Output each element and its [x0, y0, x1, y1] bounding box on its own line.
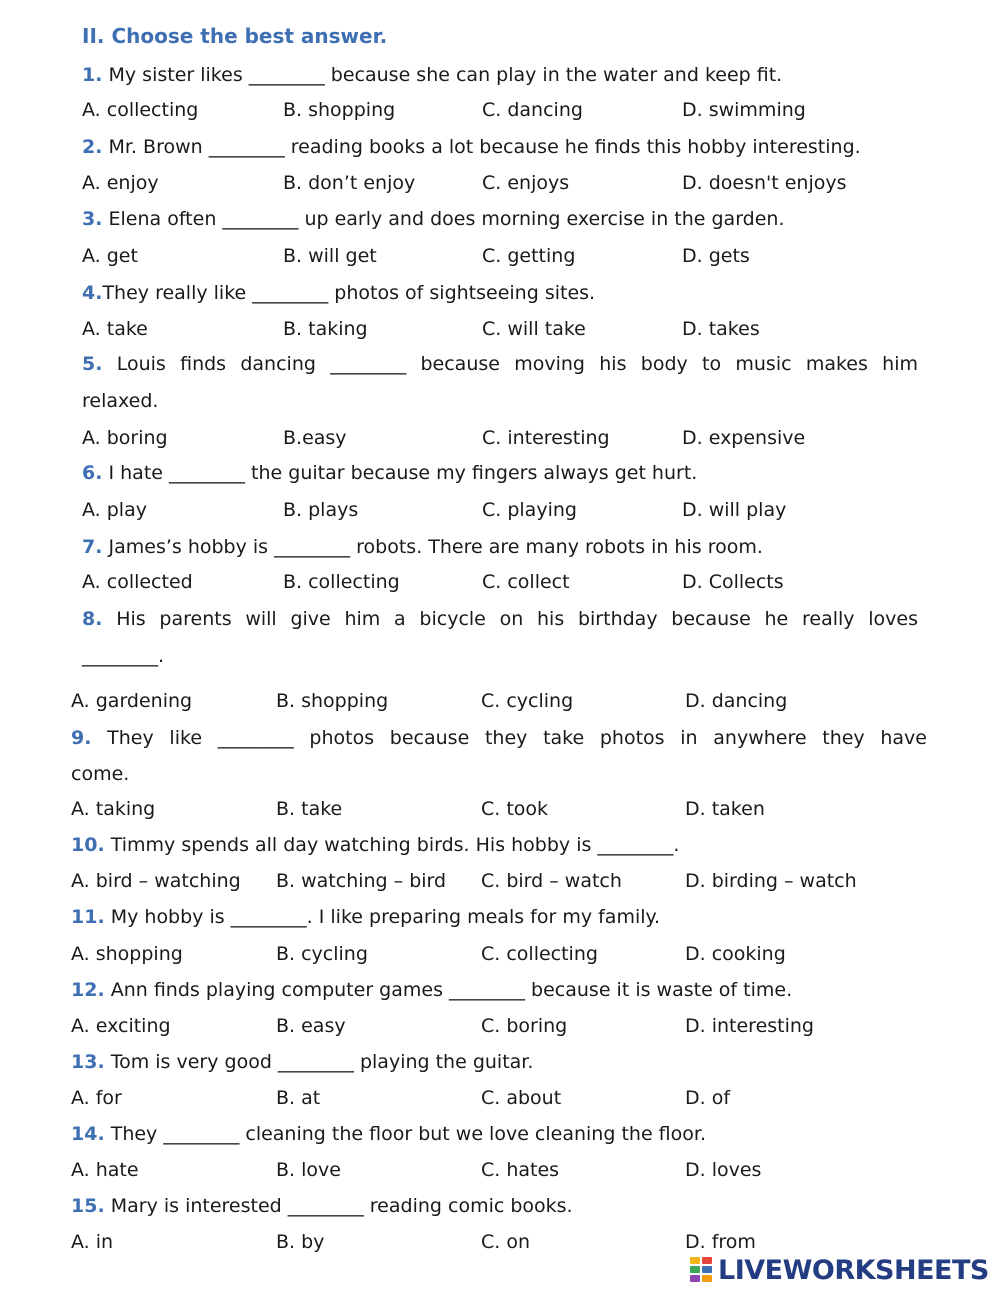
- question-continuation: come.: [71, 763, 130, 785]
- answer-option-a[interactable]: A. taking: [71, 798, 156, 820]
- answer-option-b[interactable]: B. shopping: [276, 690, 389, 712]
- question-text: Elena often ________ up early and does morning exercise in the garden.: [108, 208, 785, 230]
- answer-option-a[interactable]: A. exciting: [71, 1015, 171, 1037]
- watermark-text: LIVEWORKSHEETS: [718, 1254, 989, 1286]
- answer-option-c[interactable]: C. cycling: [481, 690, 574, 712]
- answer-option-c[interactable]: C. will take: [482, 318, 586, 340]
- question-text: I hate ________ the guitar because my fingers always get hurt.: [108, 462, 698, 484]
- answer-options: [0, 311, 1000, 347]
- question-number: 5.: [82, 353, 103, 375]
- answer-options: [0, 420, 1000, 456]
- answer-option-c[interactable]: C. on: [481, 1231, 531, 1253]
- question-15: [71, 1188, 573, 1224]
- answer-option-b[interactable]: B. collecting: [283, 571, 400, 593]
- answer-options: [0, 1080, 1000, 1116]
- answer-option-c[interactable]: C. interesting: [482, 427, 610, 449]
- answer-option-b[interactable]: B. easy: [276, 1015, 346, 1037]
- question-text: My hobby is ________. I like preparing meals for my family.: [110, 906, 661, 928]
- question-7: [82, 529, 763, 565]
- answer-option-d[interactable]: D. swimming: [682, 99, 806, 121]
- answer-option-d[interactable]: D. cooking: [685, 943, 786, 965]
- answer-options: [0, 791, 1000, 827]
- answer-options: [0, 238, 1000, 274]
- answer-option-a[interactable]: A. collecting: [82, 99, 199, 121]
- answer-options: [0, 492, 1000, 528]
- question-text: They really like ________ photos of sightseeing sites.: [102, 282, 596, 304]
- answer-option-c[interactable]: C. hates: [481, 1159, 560, 1181]
- question-number: 9.: [71, 727, 92, 749]
- answer-option-a[interactable]: A. bird – watching: [71, 870, 241, 892]
- question-number: 7.: [82, 536, 103, 558]
- question-text: Mr. Brown ________ reading books a lot because he finds this hobby interesting.: [108, 136, 861, 158]
- answer-option-d[interactable]: D. expensive: [682, 427, 806, 449]
- answer-options: [0, 92, 1000, 128]
- question-continuation: ________.: [82, 645, 165, 667]
- question-10: [71, 827, 679, 863]
- question-6: [82, 455, 697, 491]
- answer-option-a[interactable]: A. play: [82, 499, 147, 521]
- liveworksheets-logo-icon: [690, 1257, 714, 1283]
- answer-option-d[interactable]: D. loves: [685, 1159, 762, 1181]
- answer-option-a[interactable]: A. gardening: [71, 690, 193, 712]
- question-number: 12.: [71, 979, 105, 1001]
- answer-option-a[interactable]: A. collected: [82, 571, 193, 593]
- answer-option-c[interactable]: C. playing: [482, 499, 577, 521]
- answer-option-b[interactable]: B. don’t enjoy: [283, 172, 416, 194]
- question-8: [82, 601, 918, 637]
- question-11: [71, 899, 660, 935]
- question-text: His parents will give him a bicycle on his birthday because he really loves: [116, 608, 918, 630]
- answer-options: [0, 683, 1000, 719]
- answer-option-c[interactable]: C. dancing: [482, 99, 583, 121]
- question-continuation: relaxed.: [82, 390, 159, 412]
- section-title: II. Choose the best answer.: [82, 24, 388, 48]
- question-number: 6.: [82, 462, 103, 484]
- answer-option-d[interactable]: D. doesn't enjoys: [682, 172, 847, 194]
- answer-options: [0, 165, 1000, 201]
- question-text: They ________ cleaning the floor but we love cleaning the floor.: [110, 1123, 706, 1145]
- answer-option-c[interactable]: C. bird – watch: [481, 870, 622, 892]
- answer-options: [0, 863, 1000, 899]
- question-number: 1.: [82, 64, 103, 86]
- answer-options: [0, 564, 1000, 600]
- answer-option-a[interactable]: A. for: [71, 1087, 122, 1109]
- answer-option-d[interactable]: D. from: [685, 1231, 756, 1253]
- answer-option-c[interactable]: C. collecting: [481, 943, 598, 965]
- answer-option-b[interactable]: B. watching – bird: [276, 870, 447, 892]
- question-14: [71, 1116, 706, 1152]
- question-13: [71, 1044, 533, 1080]
- answer-option-b[interactable]: B. take: [276, 798, 343, 820]
- liveworksheets-logo: [690, 1252, 989, 1288]
- answer-option-b[interactable]: B. shopping: [283, 99, 396, 121]
- answer-options: [0, 1152, 1000, 1188]
- question-2: [82, 129, 861, 165]
- answer-option-c[interactable]: C. boring: [481, 1015, 568, 1037]
- answer-option-a[interactable]: A. in: [71, 1231, 114, 1253]
- question-text: My sister likes ________ because she can play in the water and keep fit.: [108, 64, 783, 86]
- answer-option-d[interactable]: D. of: [685, 1087, 731, 1109]
- answer-option-b[interactable]: B. at: [276, 1087, 321, 1109]
- answer-option-c[interactable]: C. about: [481, 1087, 562, 1109]
- answer-option-d[interactable]: D. taken: [685, 798, 765, 820]
- answer-option-a[interactable]: A. enjoy: [82, 172, 159, 194]
- answer-option-d[interactable]: D. birding – watch: [685, 870, 857, 892]
- question-9: [71, 720, 927, 756]
- answer-option-d[interactable]: D. takes: [682, 318, 760, 340]
- answer-option-a[interactable]: A. shopping: [71, 943, 183, 965]
- answer-option-d[interactable]: D. will play: [682, 499, 787, 521]
- question-text: They like ________ photos because they take photos in anywhere they have: [107, 727, 927, 749]
- answer-option-d[interactable]: D. Collects: [682, 571, 784, 593]
- question-1: [82, 57, 782, 93]
- question-number: 2.: [82, 136, 103, 158]
- answer-option-d[interactable]: D. gets: [682, 245, 750, 267]
- answer-option-b[interactable]: B. plays: [283, 499, 359, 521]
- answer-option-c[interactable]: C. collect: [482, 571, 570, 593]
- answer-option-b[interactable]: B. will get: [283, 245, 377, 267]
- question-text: Ann finds playing computer games ________ because it is waste of time.: [110, 979, 793, 1001]
- question-number: 3.: [82, 208, 103, 230]
- question-number: 14.: [71, 1123, 105, 1145]
- question-number: 10.: [71, 834, 105, 856]
- question-number: 8.: [82, 608, 103, 630]
- answer-options: [0, 1008, 1000, 1044]
- answer-option-a[interactable]: A. boring: [82, 427, 168, 449]
- question-text: Louis finds dancing ________ because moving his body to music makes him: [116, 353, 918, 375]
- question-12: [71, 972, 792, 1008]
- answer-option-a[interactable]: A. hate: [71, 1159, 139, 1181]
- question-number: 15.: [71, 1195, 105, 1217]
- question-number: 13.: [71, 1051, 105, 1073]
- answer-option-c[interactable]: C. enjoys: [482, 172, 570, 194]
- answer-option-a[interactable]: A. get: [82, 245, 138, 267]
- answer-option-c[interactable]: C. took: [481, 798, 549, 820]
- answer-option-b[interactable]: B. taking: [283, 318, 368, 340]
- question-text: Tom is very good ________ playing the guitar.: [110, 1051, 534, 1073]
- answer-options: [0, 936, 1000, 972]
- answer-option-b[interactable]: B. by: [276, 1231, 325, 1253]
- answer-option-b[interactable]: B.easy: [283, 427, 347, 449]
- question-number: 4.: [82, 282, 103, 304]
- question-3: [82, 201, 785, 237]
- question-5: [82, 346, 918, 382]
- question-text: Timmy spends all day watching birds. His hobby is ________.: [110, 834, 680, 856]
- answer-option-b[interactable]: B. love: [276, 1159, 341, 1181]
- answer-option-b[interactable]: B. cycling: [276, 943, 368, 965]
- answer-option-d[interactable]: D. dancing: [685, 690, 788, 712]
- answer-option-d[interactable]: D. interesting: [685, 1015, 814, 1037]
- question-number: 11.: [71, 906, 105, 928]
- question-4: [82, 275, 595, 311]
- answer-option-a[interactable]: A. take: [82, 318, 148, 340]
- question-text: James’s hobby is ________ robots. There are many robots in his room.: [108, 536, 763, 558]
- answer-option-c[interactable]: C. getting: [482, 245, 576, 267]
- question-text: Mary is interested ________ reading comic books.: [110, 1195, 573, 1217]
